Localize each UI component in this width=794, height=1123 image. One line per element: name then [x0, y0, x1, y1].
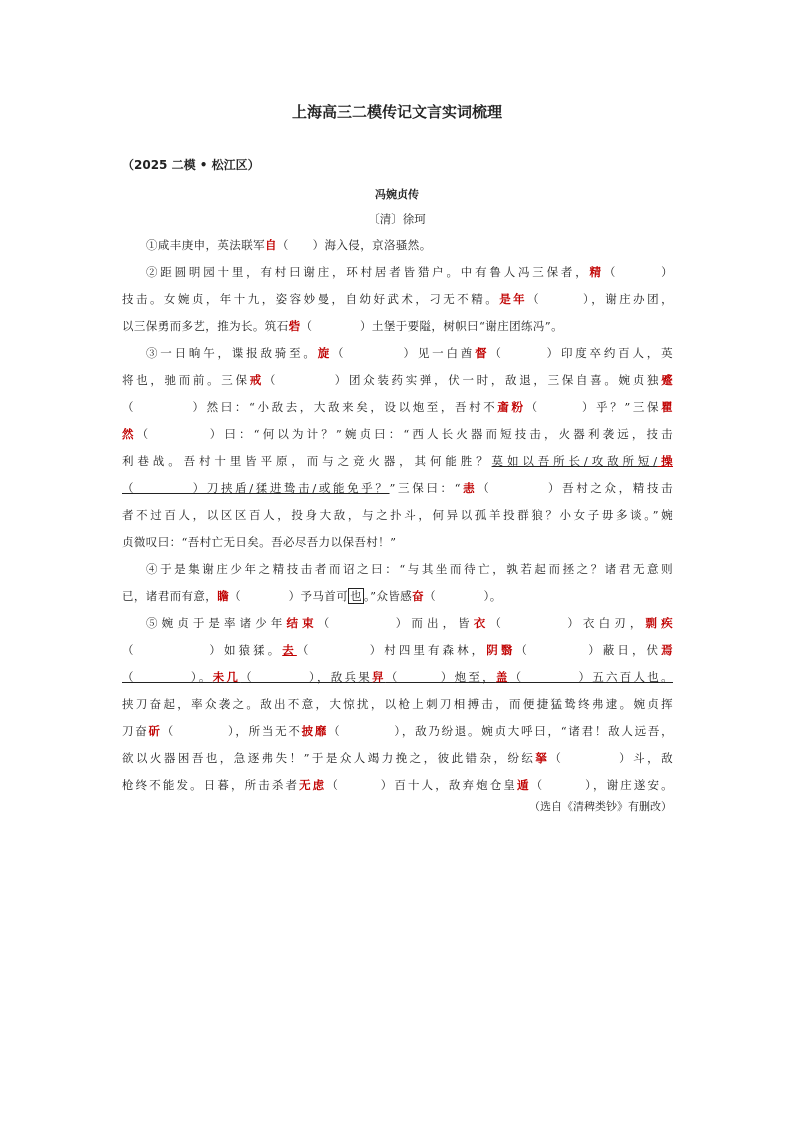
text-run: （ ）乎？”三保 [525, 400, 662, 414]
passage-title: 冯婉贞传 [375, 188, 419, 201]
text-run: （ ） [603, 265, 673, 279]
paragraph-2-line [122, 262, 673, 282]
underlined-sentence: 莫如以吾所长/攻敌所短/ [491, 454, 658, 468]
paragraph-5-line [122, 640, 673, 660]
text-run: （ ）予马首可 [229, 589, 349, 603]
paragraph-2-line [122, 289, 673, 309]
paragraph-4-line [122, 586, 673, 606]
text-run: （ ），谢庄遂安。 [530, 778, 673, 792]
text-run: ⑤婉贞于是率诸少年 [146, 616, 287, 630]
paragraph-4-line [122, 559, 673, 579]
text-run: 贞微叹曰：“吾村亡无日矣。吾必尽吾力以保吾村！” [122, 535, 397, 549]
key-word: 拏 [535, 751, 550, 765]
key-word: 操 [657, 454, 673, 468]
paragraph-3-line [122, 343, 673, 363]
key-word: 是年 [499, 292, 528, 306]
text-run: ③一日晌午，谍报敌骑至。 [146, 346, 318, 360]
paragraph-5-line [122, 667, 673, 687]
key-word: 衣 [473, 616, 490, 630]
key-word: 焉 [661, 643, 673, 657]
text-run: （ ）团众装药实弹，伏一时，敌退，三保自喜。婉贞独 [263, 373, 662, 387]
key-word: 然 [122, 427, 137, 441]
text-run: （ ）曰：“何以为计？”婉贞曰：“西人长火器而短技击，火器利袭远，技击 [136, 427, 673, 441]
text-run: ②距圆明园十里，有村曰谢庄，环村居者皆猎户。中有鲁人冯三保者， [146, 265, 590, 279]
source-label: （2025 二模 • 松江区） [122, 158, 260, 172]
text-run: 以三保勇而多艺，推为长。筑石 [122, 319, 289, 333]
paragraph-5-line [122, 748, 673, 768]
paragraph-5-line [122, 613, 673, 633]
text-run: （ ）五六百人也。 [509, 670, 673, 684]
text-run: （ ）。 [122, 670, 213, 684]
text-run: （ ），敌兵果 [240, 670, 373, 684]
paragraph-2-line [122, 316, 673, 336]
text-run: 枪终不能发。日暮，所击杀者 [122, 778, 300, 792]
key-word: 砦 [288, 319, 301, 333]
key-word: 蹙 [661, 373, 673, 387]
paragraph-3-line [122, 532, 673, 552]
text-run: ④于是集谢庄少年之精技击者而诏之曰：“与其坐而待亡，孰若起而拯之？诸君无意则 [146, 562, 673, 576]
paragraph-1-line [122, 235, 673, 255]
text-run: （ ）海入侵，京洛骚然。 [276, 238, 432, 252]
text-run: 已，诸君而有意， [122, 589, 218, 603]
text-run: （ ）如猿猱。 [122, 643, 283, 657]
text-run: （ ），谢庄办团， [527, 292, 674, 306]
key-word: 遁 [517, 778, 531, 792]
document-title: 上海高三二模传记文言实词梳理 [291, 103, 502, 121]
paragraph-3-line [122, 397, 673, 417]
text-run: （ ），所当无不 [161, 724, 302, 738]
text-run: （ ）然曰：“小敌去，大敌来矣，设以炮至，吾村不 [122, 400, 498, 414]
key-word: 盖 [495, 670, 510, 684]
text-run: ①咸丰庚申，英法联军 [146, 238, 265, 252]
paragraph-5-line [122, 694, 673, 714]
underlined-sentence: （ ）刀挟盾/猱进鸷击/或能免乎？ [122, 481, 390, 495]
key-word: 舁 [372, 670, 386, 684]
text-run: （ ）蔽日，伏 [515, 643, 662, 657]
text-run: 将也，驰而前。三保 [122, 373, 250, 387]
text-run: 刀奋 [122, 724, 149, 738]
key-word: 瞿 [661, 400, 673, 414]
key-word: 旋 [317, 346, 333, 360]
key-word: 阴翳 [486, 643, 516, 657]
text-run: （ ）衣白刃， [489, 616, 646, 630]
key-word: 精 [589, 265, 604, 279]
key-word: 结束 [286, 616, 318, 630]
key-word: 未几 [212, 670, 241, 684]
text-run: ”三保曰：“ [389, 481, 461, 495]
key-word: 瞻 [217, 589, 230, 603]
text-run: （ ）土堡于要隘，树帜曰“谢庄团练冯”。 [300, 319, 563, 333]
key-word: 披靡 [301, 724, 329, 738]
paragraph-3-line [122, 505, 673, 525]
key-word: 去 [282, 643, 297, 657]
key-word: 无虑 [299, 778, 327, 792]
text-run: 利巷战。吾村十里皆平原，而与之竞火器，其何能胜？ [122, 454, 492, 468]
text-run: （ ）印度卒约百人，英 [489, 346, 673, 360]
paragraph-3-line [122, 424, 673, 444]
key-word: 督 [475, 346, 490, 360]
text-run: 者不过百人，以区区百人，投身大敌，与之扑斗，何异以孤羊投群狼？小女子毋多谈。”婉 [122, 508, 673, 522]
key-word: 奋 [412, 589, 425, 603]
text-run: （ ）炮至， [385, 670, 496, 684]
paragraph-3-line [122, 370, 673, 390]
paragraph-5-line [122, 775, 673, 795]
text-run: 。”众皆感 [364, 589, 413, 603]
text-run: （ ）村四里有森林， [296, 643, 487, 657]
paragraph-3-line [122, 478, 673, 498]
key-word: 齑粉 [497, 400, 526, 414]
text-run: 欲以火器困吾也，急逐弗失！”于是众人竭力挽之，彼此错杂，纷纭 [122, 751, 536, 765]
source-note: （选自《清稗类钞》有删改） [529, 800, 672, 813]
paragraph-5-line [122, 721, 673, 741]
boxed-word: 也 [350, 589, 363, 603]
key-word: 恚 [460, 481, 478, 495]
text-run: （ ）吾村之众，精技击 [477, 481, 673, 495]
text-run: 技击。女婉贞，年十九，姿容妙曼，自幼好武术，刁无不精。 [122, 292, 500, 306]
key-word: 剽疾 [645, 616, 673, 630]
text-run: （ ），敌乃纷退。婉贞大呼曰，“诸君！敌人远吾， [328, 724, 673, 738]
key-word: 斫 [148, 724, 162, 738]
key-word: 自 [265, 238, 277, 252]
paragraph-3-line [122, 451, 673, 471]
text-run: （ ）见一白酋 [332, 346, 476, 360]
text-run: （ ）。 [424, 589, 502, 603]
text-run: （ ）而出，皆 [317, 616, 474, 630]
text-run: （ ）百十人，敌弃炮仓皇 [326, 778, 517, 792]
key-word: 戒 [249, 373, 264, 387]
passage-author: 〔清〕徐珂 [368, 212, 426, 226]
text-run: （ ）斗，敌 [549, 751, 673, 765]
text-run: 挟刀奋起，率众袭之。敌出不意，大惊扰，以枪上刺刀相搏击，而便捷猛鸷终弗逮。婉贞挥 [122, 697, 673, 711]
